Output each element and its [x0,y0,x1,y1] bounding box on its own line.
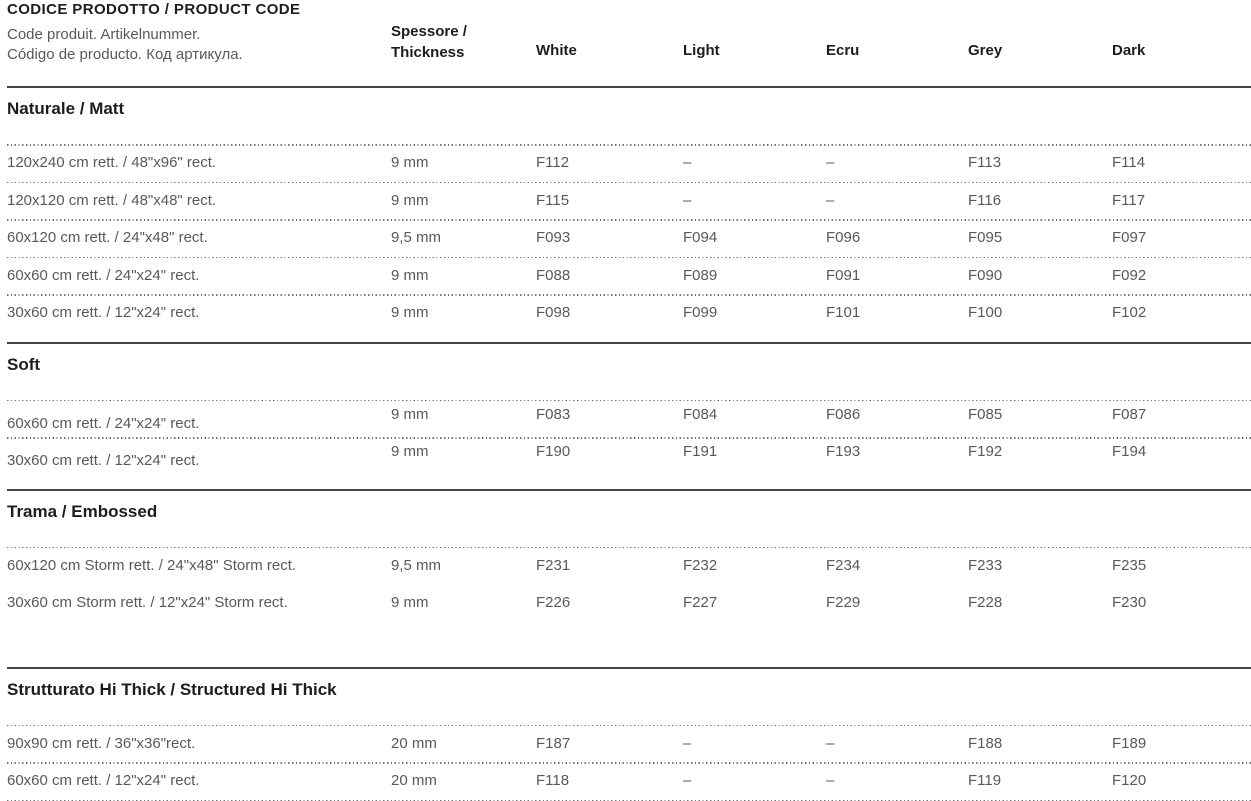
code-dark: F097 [1112,229,1147,247]
section-title: Naturale / Matt [7,99,125,118]
table-row [7,437,1251,475]
code-grey: F095 [968,229,1003,247]
code-ecru: F101 [826,304,861,322]
code-white: F112 [536,154,570,172]
code-light: F227 [683,594,718,612]
code-grey: F192 [968,443,1003,461]
size-label: 60x60 cm rett. / 12"x24" rect. [7,772,200,790]
thickness-value: 9 mm [391,405,429,423]
table-section [7,667,1251,801]
table-row [7,725,1251,763]
size-label: 120x120 cm rett. / 48"x48" rect. [7,191,217,209]
table-row [7,144,1251,182]
code-ecru: F096 [826,229,861,247]
code-grey: F233 [968,556,1003,574]
column-header-ecru: Ecru [826,42,860,59]
thickness-value: 20 mm [391,772,437,790]
thickness-value: 9,5 mm [391,556,442,574]
code-light: F094 [683,229,718,247]
code-dark: F235 [1112,556,1147,574]
code-grey: F119 [968,772,1002,790]
table-row [7,400,1251,438]
size-label: 30x60 cm rett. / 12"x24" rect. [7,452,200,470]
column-header-thickness-line-1: Spessore / [391,23,467,40]
thickness-value: 9 mm [391,443,429,461]
code-white: F093 [536,229,571,247]
thickness-value: 9 mm [391,594,429,612]
code-dark: F092 [1112,266,1147,284]
section-title: Trama / Embossed [7,501,158,521]
code-white: F118 [536,772,570,790]
thickness-value: 9 mm [391,154,429,172]
table-row [7,219,1251,257]
size-label: 120x240 cm rett. / 48"x96" rect. [7,154,217,172]
code-dark: F114 [1112,154,1146,172]
code-grey: F116 [968,191,1002,209]
column-header-white: White [536,42,577,59]
code-grey: F085 [968,405,1003,423]
code-dark: F117 [1112,191,1146,209]
code-white: F098 [536,304,571,322]
header-label-column [7,0,391,65]
code-light: F089 [683,266,718,284]
code-light: – [683,772,692,790]
table-section [7,86,1251,342]
code-ecru: – [826,772,835,790]
column-header-thickness-line-2: Thickness [391,44,465,61]
code-dark: F189 [1112,734,1147,752]
section-rows [7,400,1251,475]
section-title: Soft [7,354,41,374]
table-row [7,584,1251,622]
code-dark: F194 [1112,443,1147,461]
code-ecru: F229 [826,594,861,612]
code-grey: F113 [968,154,1002,172]
section-rows [7,725,1251,800]
code-grey: F188 [968,734,1003,752]
code-dark: F230 [1112,594,1147,612]
code-light: F191 [683,443,718,461]
subtitle-line-1: Code produit. Artikelnummer. [7,26,201,43]
size-label: 60x60 cm rett. / 24"x24" rect. [7,414,200,432]
column-header-grey: Grey [968,42,1003,59]
thickness-value: 9 mm [391,266,429,284]
table-section [7,342,1251,489]
table-row [7,182,1251,220]
code-dark: F120 [1112,772,1147,790]
code-white: F083 [536,405,571,423]
code-white: F226 [536,594,571,612]
code-light: F232 [683,556,718,574]
thickness-value: 9 mm [391,191,429,209]
size-label: 30x60 cm Storm rett. / 12"x24" Storm rect. [7,594,288,612]
section-title: Strutturato Hi Thick / Structured Hi Thick [7,679,337,699]
code-light: – [683,191,692,209]
thickness-value: 20 mm [391,734,437,752]
table-body [7,86,1251,801]
section-rows [7,144,1251,332]
size-label: 30x60 cm rett. / 12"x24" rect. [7,304,200,322]
size-label: 60x120 cm Storm rett. / 24"x48" Storm rect. [7,556,297,574]
table-row [7,294,1251,332]
size-label: 60x60 cm rett. / 24"x24" rect. [7,266,200,284]
page-title: CODICE PRODOTTO / PRODUCT CODE [7,1,301,18]
table-section [7,489,1251,667]
code-white: F187 [536,734,571,752]
table-header [7,0,1251,86]
size-label: 90x90 cm rett. / 36"x36"rect. [7,734,196,752]
column-header-dark: Dark [1112,42,1146,59]
table-row [7,257,1251,295]
column-header-thickness [391,0,536,63]
code-white: F231 [536,556,571,574]
thickness-value: 9,5 mm [391,229,442,247]
code-dark: F102 [1112,304,1147,322]
code-light: F099 [683,304,718,322]
code-ecru: F086 [826,405,861,423]
code-ecru: F193 [826,443,861,461]
size-label: 60x120 cm rett. / 24"x48" rect. [7,229,208,247]
code-grey: F100 [968,304,1003,322]
code-white: F088 [536,266,571,284]
section-rows [7,547,1251,622]
code-light: – [683,734,692,752]
code-ecru: F091 [826,266,861,284]
subtitle-line-2: Código de producto. Код артикула. [7,46,243,63]
code-ecru: F234 [826,556,861,574]
code-light: F084 [683,405,718,423]
code-white: F115 [536,191,570,209]
table-row [7,762,1251,800]
thickness-value: 9 mm [391,304,429,322]
column-header-light: Light [683,42,720,59]
code-light: – [683,154,692,172]
code-dark: F087 [1112,405,1147,423]
code-white: F190 [536,443,571,461]
code-ecru: – [826,154,835,172]
code-ecru: – [826,734,835,752]
code-grey: F228 [968,594,1003,612]
code-grey: F090 [968,266,1003,284]
table-row [7,547,1251,585]
code-ecru: – [826,191,835,209]
